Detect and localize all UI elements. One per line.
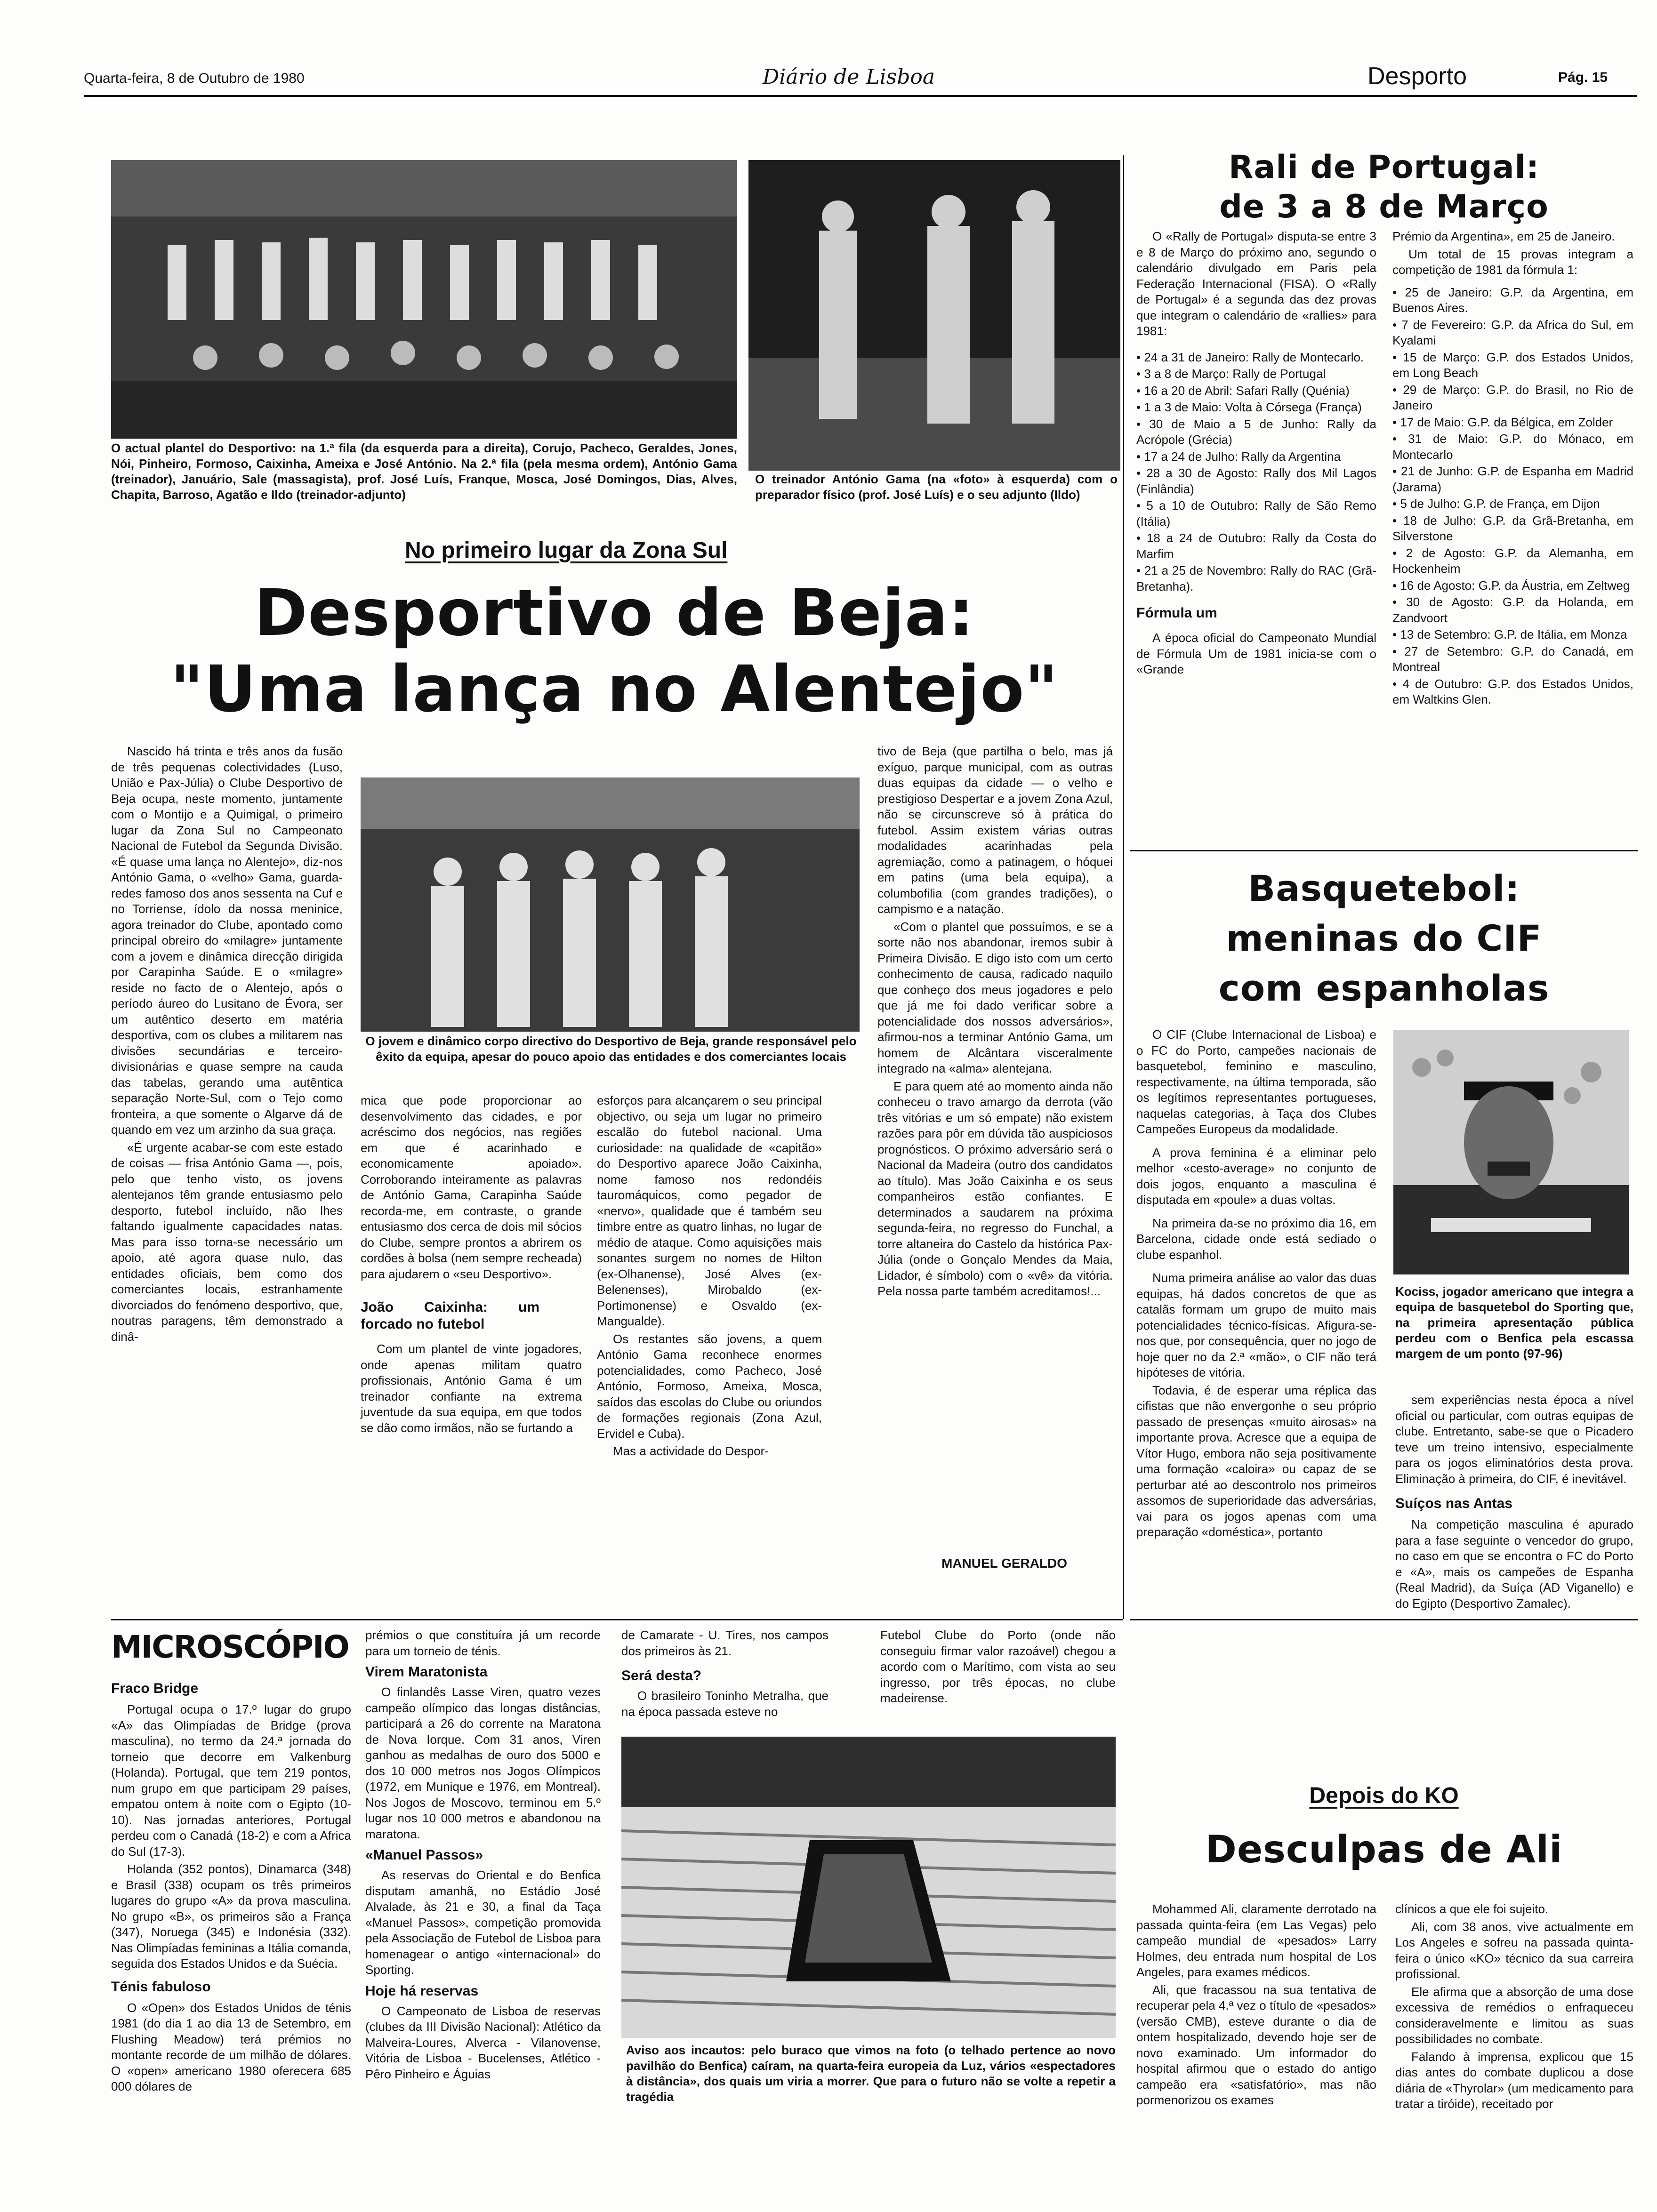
kociss-photo-caption: Kociss, jogador americano que integra a equipa de basquetebol do Sporting que, na primeira apresentação pública perdeu com o Benfica pela escassa margem de um ponto (97-96) [1395, 1284, 1633, 1361]
rali-title-1: Rali de Portugal: [1228, 149, 1540, 186]
passos-subhead: «Manuel Passos» [365, 1847, 483, 1863]
ali-para: Mohammed Ali, claramente derrotado na passada quinta-feira (em Las Vegas) pelo campeão mundial de «pesados» Larry Holmes, deu entrada num hospital de Los Angeles, para exames médicos. [1136, 1902, 1376, 1979]
ali-para: Ele afirma que a absorção de uma dose excessiva de remédios o enfraqueceu consideravelmente e limitou as suas possibilidades no combate. [1395, 1984, 1633, 2046]
basquete-para: A prova feminina é a eliminar pelo melhor «cesto-average» no conjunto de dois jogos, enquanto a masculina é disputada em «poule» a duas voltas. [1136, 1145, 1376, 1207]
micro-column-1 [111, 1680, 351, 2097]
gp-item: • 2 de Agosto: G.P. da Alemanha, em Hockenheim [1392, 545, 1633, 577]
micro-para: prémios o que constituíra já um recorde para um torneio de ténis. [365, 1628, 601, 1658]
desportivo-column-4 [877, 744, 1113, 1301]
masthead-rule [84, 95, 1637, 97]
basquete-column-2 [1395, 1392, 1633, 1613]
f1-intro: A época oficial do Campeonato Mundial de Fórmula Um de 1981 inicia-se com o «Grande [1136, 631, 1376, 676]
rally-item: • 24 a 31 de Janeiro: Rally de Montecarlo. [1136, 350, 1376, 366]
basquete-para: Todavia, é de esperar uma réplica das cifistas que não envergonhe o seu próprio passado de presenças «muito airosas» na importante prova. Acresce que a equipa de Vítor Hugo, embora não seja positivamente uma formação «caloira» ou capaz de se perturbar até ao descontrolo nos primeiros assomos de superioridade das adversárias, vai para os jogos apenas com uma preparação «doméstica», portanto [1136, 1383, 1376, 1539]
ali-para: Falando à imprensa, explicou que 15 dias antes do combate duplicou a dose diária de «Thyrolar» (um medicamento para tratar a tiróide), receitado por [1395, 2049, 1633, 2111]
newspaper-name: Diário de Lisboa [763, 65, 935, 89]
rally-item: • 5 a 10 de Outubro: Rally de São Remo (Itália) [1136, 498, 1376, 529]
micro-para: Holanda (352 pontos), Dinamarca (348) e Brasil (338) ocupam os três primeiros lugares do grupo «A» da prova masculina. No grupo «B», os primeiros são a França (347), Noruega (345) e Indonésia (332). Nas Olimpíadas femininas a Itália comanda, seguida dos Estados Unidos e da Suécia. [111, 1862, 351, 1971]
micro-para: O «Open» dos Estados Unidos de ténis 1981 (do dia 1 ao dia 13 de Setembro, em Flushing Meadow) terá prémios no montante recorde de um milhão de dólares. O «open» americano 1980 oferecera 685 000 dólares de [111, 2000, 351, 2093]
rally-item: • 3 a 8 de Março: Rally de Portugal [1136, 366, 1376, 382]
board-photo [361, 777, 860, 1032]
micro-column-4 [880, 1627, 1116, 1708]
basquete-para: Na competição masculina é apurado para a fase seguinte o vencedor do grupo, no caso em que se encontra o FC do Porto e «A», mais os campeões de Espanha (Real Madrid), da Suíça (AD Viganello) e do Egipto (Desportivo Zamalec). [1395, 1517, 1633, 1611]
micro-column-2 [365, 1627, 601, 2084]
micro-para: Futebol Clube do Porto (onde não conseguiu firmar valor razoável) chegou a acordo com o Marítimo, com vista ao seu ingresso, por três épocas, no clube madeirense. [880, 1628, 1116, 1705]
rali-column-1 [1136, 229, 1376, 680]
coach-photo-image [748, 160, 1120, 471]
gp-item: • 25 de Janeiro: G.P. da Argentina, em Buenos Aires. [1392, 285, 1633, 316]
coach-photo-caption: O treinador António Gama (na «foto» à esquerda) com o preparador físico (prof. José Luís) e o seu adjunto (Ildo) [755, 472, 1118, 502]
rali-intro: O «Rally de Portugal» disputa-se entre 3 e 8 de Março do próximo ano, segundo o calendário divulgado em Paris pela Federação Internacional (FISA). O «Rally de Portugal» é a segunda das dez provas que integram o calendário de «rallies» para 1981: [1136, 229, 1376, 338]
kociss-photo-image [1393, 1030, 1629, 1274]
team-photo [111, 160, 737, 439]
gp-item: • 16 de Agosto: G.P. da Áustria, em Zeltweg [1392, 578, 1633, 594]
team-photo-caption: O actual plantel do Desportivo: na 1.ª fila (da esquerda para a direita), Corujo, Pacheco, Geraldes, Jones, Nói, Pinheiro, Formoso, Caixinha, Ameixa e José António. Na 2.ª fila (pela mesma ordem), António Gama (treinador), Januário, Sale (massagista), prof. José Luís, Franque, Mosca, José Domingos, Dias, Alves, Chapita, Barroso, Agatão e Ildo (treinador-adjunto) [111, 441, 737, 502]
desportivo-kicker: No primeiro lugar da Zona Sul [405, 538, 728, 563]
roof-photo-caption: Aviso aos incautos: pelo buraco que vimos na foto (o telhado pertence ao novo pavilhão do Benfica) caíram, na quarta-feira europeia da Luz, vários «espectadores à distância», dos quais um viria a morrer. Que para o futuro não se volte a repetir a tragédia [626, 2043, 1116, 2104]
section-name: Desporto [1367, 63, 1467, 90]
ali-top-rule [1130, 1619, 1638, 1620]
basquete-column-1 [1136, 1027, 1376, 1542]
basquete-para: sem experiências nesta época a nível oficial ou particular, com outras equipas de clube. Entretanto, sabe-se que o Picadero teve um treino intensivo, especialmente para os jogos eliminatórios desta prova. Eliminação à primeira, do CIF, é inevitável. [1395, 1393, 1633, 1486]
rally-item: • 1 a 3 de Maio: Volta à Córsega (França) [1136, 400, 1376, 416]
roof-photo-image [621, 1737, 1116, 2038]
micro-para: Portugal ocupa o 17.º lugar do grupo «A» das Olimpíadas de Bridge (prova masculina), no termo da 24.ª jornada do torneio que decorre em Valkenburg (Holanda). Portugal, que tem 219 pontos, num grupo em que participam 29 países, empatou ontem à noite com o Egipto (10-10). Nas jornadas anteriores, Portugal perdeu com o Canadá (18-2) e com a Africa do Sul (17-3). [111, 1702, 351, 1859]
ali-para: Ali, com 38 anos, vive actualmente em Los Angeles e sofreu na passada quinta-feira o único «KO» técnico da sua carreira profissional. [1395, 1919, 1633, 1981]
rally-item: • 21 a 25 de Novembro: Rally do RAC (Grã-Bretanha). [1136, 563, 1376, 594]
gp-item: • 5 de Julho: G.P. de França, em Dijon [1392, 496, 1633, 512]
gp-item: • 17 de Maio: G.P. da Bélgica, em Zolder [1392, 415, 1633, 431]
rallies-list [1136, 350, 1376, 595]
basquete-para: O CIF (Clube Internacional de Lisboa) e o FC do Porto, campeões nacionais de basquetebol, feminino e masculino, respectivamente, na última temporada, são os legítimos representantes portugueses, naquelas categorias, à Taça dos Clubes Campeões Europeus da modalidade. [1136, 1027, 1376, 1136]
caixinha-subhead: João Caixinha: um forcado no futebol [361, 1299, 539, 1332]
gp-item: • 21 de Junho: G.P. de Espanha em Madrid (Jarama) [1392, 464, 1633, 495]
coach-photo [748, 160, 1120, 471]
ali-column-2 [1395, 1901, 1633, 2114]
basquete-title-3: com espanholas [1218, 967, 1550, 1009]
board-photo-image [361, 777, 860, 1032]
desportivo-column-3 [597, 1093, 822, 1461]
desportivo-title-1: Desportivo de Beja: [254, 576, 974, 650]
lower-section-rule [111, 1619, 1123, 1620]
f1-subhead: Fórmula um [1136, 605, 1217, 621]
suicos-subhead: Suíços nas Antas [1395, 1496, 1512, 1511]
team-photo-image [111, 160, 737, 439]
basquete-para: Na primeira da-se no próximo dia 16, em Barcelona, cidade onde está sediado o clube espanhol. [1136, 1216, 1376, 1262]
desportivo-column-1 [111, 744, 343, 1346]
ali-kicker: Depois do KO [1309, 1783, 1459, 1808]
gp-list [1392, 285, 1633, 708]
desportivo-para: mica que pode proporcionar ao desenvolvimento das cidades, e por acréscimo dos negócios, nas regiões em que é acarinhado e economicamente apoiado». Corroborando inteiramente as palavras de António Gama, Carapinha Saúde recorda-me, em contraste, o grande entusiasmo dos cerca de dois mil sócios do Clube, sempre prontos a abrirem os cordões à bolsa (nem sempre recheada) para ajudarem o «seu Desportivo». [361, 1093, 582, 1281]
page-number: Pág. 15 [1558, 70, 1608, 85]
gp-item: • 27 de Setembro: G.P. do Canadá, em Montreal [1392, 644, 1633, 675]
gp-item: • 31 de Maio: G.P. do Mónaco, em Montecarlo [1392, 431, 1633, 463]
micro-para: de Camarate - U. Tires, nos campos dos primeiros às 21. [621, 1628, 828, 1658]
gp-item: • 18 de Julho: G.P. da Grã-Bretanha, em Silverstone [1392, 513, 1633, 545]
desportivo-title-2: "Uma lança no Alentejo" [170, 652, 1059, 727]
ali-title: Desculpas de Ali [1205, 1827, 1563, 1871]
gp-item: • 13 de Setembro: G.P. de Itália, em Monza [1392, 627, 1633, 643]
issue-date: Quarta-feira, 8 de Outubro de 1980 [84, 71, 305, 86]
basquete-para: Numa primeira análise ao valor das duas equipas, há dados concretos de que as catalãs formam um grupo de muito mais potencialidades técnico-físicas. Afigura-se-nos que, por consequência, quer no jogo de hoje quer no da 2.ª «mão», o CIF não terá hipóteses de vitória. [1136, 1271, 1376, 1379]
micro-column-3 [621, 1627, 828, 1722]
kociss-photo [1393, 1030, 1629, 1274]
viren-subhead: Virem Maratonista [365, 1664, 488, 1680]
micro-para: O Campeonato de Lisboa de reservas (clubes da III Divisão Nacional): Atlético da Malveira-Loures, Alverca - Vilanovense, Vitória de Lisboa - Bucelenses, Atlético - Pêro Pinheiro e Águias [365, 2004, 601, 2081]
desportivo-para: E para quem até ao momento ainda não conheceu o travo amargo da derrota (vão três vitórias e um só empate) não existem razões para pôr em dúvida tão auspiciosos prognósticos. O próximo adversário será o Nacional da Madeira (outro dos candidatos ao título). Mas João Caixinha e os seus companheiros estão confiantes. E determinados a saudarem na próxima segunda-feira, no regresso do Funchal, a torre altaneira do Castelo da histórica Pax-Júlia (onde o Gonçalo Mendes da Maia, Lidador, é símbolo) com o «vê» da vitória. Pela nossa parte também acreditamos!... [877, 1079, 1113, 1298]
micro-para: As reservas do Oriental e do Benfica disputam amanhã, no Estádio José Alvalade, às 21 e 30, a final da Taça «Manuel Passos», competição promovida pela Associação de Futebol de Lisboa para homenagear o antigo «internacional» do Sporting. [365, 1868, 601, 1977]
fraco-bridge-subhead: Fraco Bridge [111, 1681, 199, 1696]
reservas-subhead: Hoje há reservas [365, 1983, 479, 1999]
desportivo-para: Nascido há trinta e três anos da fusão de três pequenas colectividades (Luso, União e Pax-Júlia) o Clube Desportivo de Beja ocupa, neste momento, juntamente com o Montijo e a Quimigal, o primeiro lugar da Zona Sul no Campeonato Nacional de Futebol da Segunda Divisão. «É quase uma lança no Alentejo», diz-nos António Gama, o «velho» Gama, guarda-redes famoso dos anos sessenta na Cuf e no Torriense, ídolo da nossa meninice, agora treinador do Clube, apontado como principal obreiro do «milagre» juntamente com a jovem e dinâmica direcção dirigida por Carapinha Saúde. E o «milagre» reside no facto de o Alentejo, após o período áureo do Lusitano de Évora, ser um autêntico deserto em matéria desportiva, com os clubes a militarem nas divisões secundárias e terceiro-divisionárias e quase sempre na cauda das tabelas, gerando uma autêntica separação Norte-Sul, com o Tejo como fronteira, a que somente o Algarve dá de quando em vez um arzinho da sua graça. [111, 744, 343, 1137]
gp-item: • 29 de Março: G.P. do Brasil, no Rio de Janeiro [1392, 382, 1633, 414]
gp-item: • 4 de Outubro: G.P. dos Estados Unidos, em Waltkins Glen. [1392, 676, 1633, 708]
tenis-subhead: Ténis fabuloso [111, 1979, 211, 1995]
rali-title-2: de 3 a 8 de Março [1219, 188, 1549, 225]
desportivo-para: esforços para alcançarem o seu principal objectivo, ou seja um lugar no primeiro escalão do futebol nacional. Uma curiosidade: na qualidade de «capitão» do Desportivo aparece João Caixinha, nome famoso nos redondéis tauromáquicos, como pegador de «nervo», qualidade que é também seu timbre entre as quatro linhas, no lugar de médio de ataque. Como aquisições mais sonantes surgem no nomes de Hilton (ex-Olhanense), José Alves (ex-Belenenses), Mirobaldo (ex-Portimonense) e Osvaldo (ex-Mangualde). [597, 1093, 822, 1328]
desportivo-byline: MANUEL GERALDO [941, 1556, 1068, 1571]
basquete-title-1: Basquetebol: [1248, 867, 1520, 909]
rally-item: • 30 de Maio a 5 de Junho: Rally da Acrópole (Grécia) [1136, 417, 1376, 448]
ali-para: clínicos a que ele foi sujeito. [1395, 1902, 1549, 1916]
basquete-title-2: meninas do CIF [1226, 917, 1542, 959]
desportivo-para: tivo de Beja (que partilha o belo, mas já exíguo, parque municipal, com as outras duas equipas da cidade — o velho e prestigioso Despertar e a jovem Zona Azul, não se circunscreve só à prática do futebol. Assim existem várias outras modalidades acarinhadas pela agremiação, como a patinagem, o hóquei em patins (uma bela equipa), a columbofilia (com grandes tradições), o campismo e a natação. [877, 744, 1113, 916]
desportivo-para: Com um plantel de vinte jogadores, onde apenas militam quatro profissionais, António Gama é um treinador confiante na extrema juventude da sua equipa, em que todos se dão como irmãos, não se furtando a [361, 1342, 582, 1435]
rally-item: • 17 a 24 de Julho: Rally da Argentina [1136, 449, 1376, 465]
ali-para: Ali, que fracassou na sua tentativa de recuperar pela 4.ª vez o título de «pesados» (versão CMB), esteve durante o dia de ontem hospitalizado, devendo hoje ser de novo examinado. Um informador do hospital afirmou que o estado do antigo campeão era «satisfatório», mas não pormenorizou os exames [1136, 1982, 1376, 2107]
desportivo-column-2 [361, 1093, 582, 1438]
rally-item: • 16 a 20 de Abril: Safari Rally (Quénia) [1136, 383, 1376, 399]
f1-intro-cont: Prémio da Argentina», em 25 de Janeiro. [1392, 229, 1615, 243]
desportivo-para: Os restantes são jovens, a quem António Gama reconhece enormes potencialidades, como Pacheco, José António, Formoso, Ameixa, Mosca, saídos das escolas do Clube ou oriundos de formações regionais (Zona Azul, Ervidel e Cuba). [597, 1331, 822, 1441]
sera-subhead: Será desta? [621, 1668, 702, 1683]
desportivo-para: Mas a actividade do Despor- [613, 1444, 769, 1458]
microscopio-title: MICROSCÓPIO [111, 1629, 349, 1665]
gp-item: • 30 de Agosto: G.P. da Holanda, em Zandvoort [1392, 594, 1633, 626]
desportivo-para: «Com o plantel que possuímos, e se a sorte não nos abandonar, iremos subir à Primeira Divisão. E digo isto com um certo conhecimento de causa, radicado naquilo que conheço dos meus jogadores e pelo que já me foi dado verificar sobre a potencialidade dos nossos adversários», afirmou-nos a terminar António Gama, um homem de Alcântara visceralmente integrado na «alma» alentejana. [877, 919, 1113, 1075]
f1-intro-total: Um total de 15 provas integram a competição de 1981 da fórmula 1: [1392, 247, 1633, 277]
rally-item: • 28 a 30 de Agosto: Rally dos Mil Lagos (Finlândia) [1136, 465, 1376, 497]
rali-bottom-rule [1130, 850, 1638, 851]
ali-column-1 [1136, 1901, 1376, 2110]
rali-column-2 [1392, 229, 1633, 709]
column-divider [1123, 155, 1124, 1619]
board-photo-caption: O jovem e dinâmico corpo directivo do Desportivo de Beja, grande responsável pelo êxito da equipa, apesar do pouco apoio das entidades e dos comerciantes locais [365, 1034, 857, 1064]
micro-para: O finlandês Lasse Viren, quatro vezes campeão olímpico das longas distâncias, participará a 26 do corrente na Maratona de Nova Iorque. Com 31 anos, Viren ganhou as medalhas de ouro dos 5000 e dos 10 000 metros nos Jogos Olímpicos (1972, em Munique e 1976, em Montreal). Nos Jogos de Moscovo, terminou em 5.º lugar nos 10 000 metros e abandonou na maratona. [365, 1685, 601, 1841]
rally-item: • 18 a 24 de Outubro: Rally da Costa do Marfim [1136, 530, 1376, 562]
gp-item: • 7 de Fevereiro: G.P. da Africa do Sul, em Kyalami [1392, 317, 1633, 349]
micro-para: O brasileiro Toninho Metralha, que na época passada esteve no [621, 1689, 828, 1719]
desportivo-para: «É urgente acabar-se com este estado de coisas — frisa António Gama —, pois, pelo que tenho visto, os jovens alentejanos têm grande entusiasmo pelo desporto, futebol incluído, não lhes faltando igualmente capacidades natas. Mas para isso torna-se necessário um apoio, até agora quase nulo, das entidades oficiais, bem como dos comerciantes locais, estranhamente divorciados do fenómeno desportivo, que, noutras paragens, têm demonstrado a dinâ- [111, 1140, 343, 1344]
gp-item: • 15 de Março: G.P. dos Estados Unidos, em Long Beach [1392, 350, 1633, 381]
roof-photo [621, 1737, 1116, 2038]
